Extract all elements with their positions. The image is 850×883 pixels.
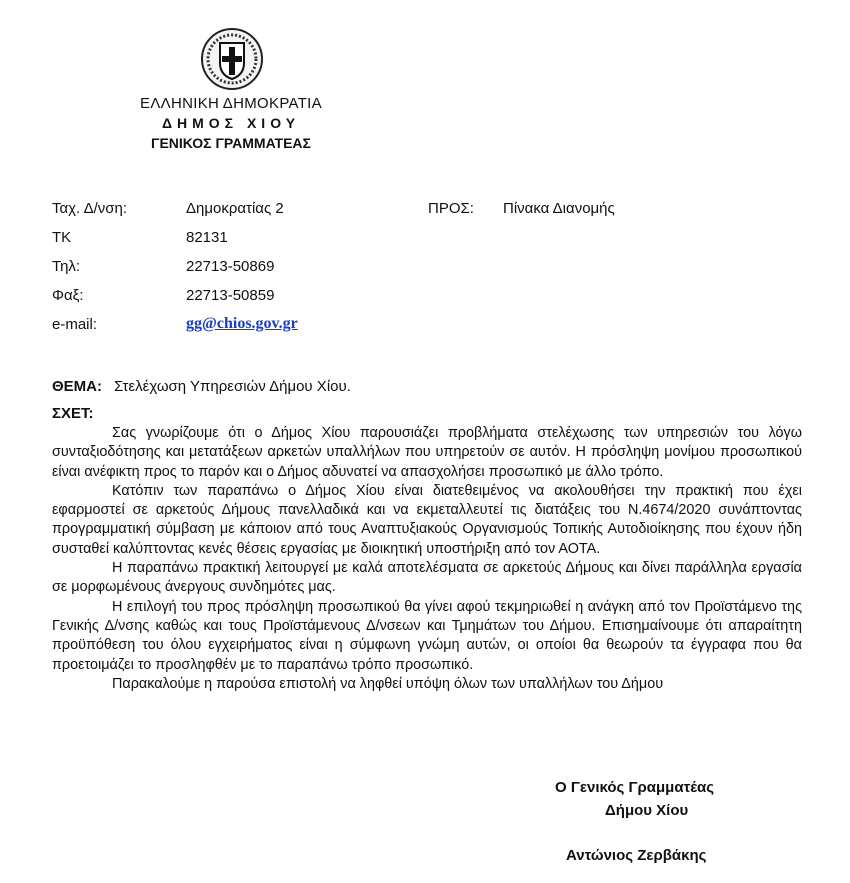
paragraph: Παρακαλούμε η παρούσα επιστολή να ληφθεί υπόψη όλων των υπαλλήλων του Δήμου <box>112 675 664 692</box>
greek-coat-of-arms-icon <box>200 27 264 91</box>
subject-line <box>52 378 351 395</box>
recipient-value: Πίνακα Διανομής <box>503 200 615 217</box>
phone-label: Τηλ: <box>52 258 81 275</box>
paragraph: Κατόπιν των παραπάνω ο Δήμος Χίου είναι διατεθειμένος να ακολουθήσει την πρακτική που έχει εφαρμοστεί σε αρκετούς Δήμους πανελλαδικά και να εκμεταλλευτεί τις διατάξεις του Ν.4674/2020 συνάπτοντας προγραμματική σύμβαση με κάποιον από τους Αναπτυξιακούς Οργανισμούς Τοπικής Αυτοδιοίκησης που έχουν ήδη συσταθεί καλύπτοντας κενές θέσεις εργασίας με διοικητική υποστήριξη από τον ΑΟΤΑ. <box>52 482 802 557</box>
paragraph: Η επιλογή του προς πρόσληψη προσωπικού θα γίνει αφού τεκμηριωθεί η ανάγκη από τον Προϊστάμενο της Γενικής Δ/νσης καθώς και τους Προϊστάμενους Δ/νσεων και Τμημάτων του Δήμου. Επισημαίνουμε ότι απαραίτητη προϋπόθεση του όλου εγχειρήματος είναι η σύμφωνη γνώμη αυτών, οι οποίοι θα θεωρούν τα έγγραφα που θα προετοιμάζει το προσληφθέν με το παραπάνω τρόπο προσωπικό. <box>52 598 802 673</box>
email-label: e-mail: <box>52 316 98 333</box>
email-link[interactable]: gg@chios.gov.gr <box>186 315 298 332</box>
zip-label: ΤΚ <box>52 229 72 246</box>
email-value-wrapper <box>186 315 298 333</box>
subject-value: Στελέχωση Υπηρεσιών Δήμου Χίου. <box>114 378 351 395</box>
paragraph: Η παραπάνω πρακτική λειτουργεί με καλά αποτελέσματα σε αρκετούς Δήμους και δίνει παράλληλα εργασία σε μορφωμένους άνεργους συνδημότες μας. <box>52 560 802 596</box>
reference-label: ΣΧΕΤ: <box>52 405 94 422</box>
header-office: ΓΕΝΙΚΟΣ ΓΡΑΜΜΑΤΕΑΣ <box>151 135 311 151</box>
header-municipality: ΔΗΜΟΣ ΧΙΟΥ <box>161 115 301 131</box>
subject-label: ΘΕΜΑ: <box>52 378 102 395</box>
signature-name: Αντώνιος Ζερβάκης <box>566 847 707 864</box>
signature-title: Ο Γενικός Γραμματέας <box>555 779 715 796</box>
signature-organization: Δήμου Χίου <box>605 802 689 819</box>
phone-value: 22713-50869 <box>186 258 275 275</box>
address-label: Ταχ. Δ/νση: <box>52 200 128 217</box>
recipient-label: ΠΡΟΣ: <box>428 200 474 217</box>
address-value: Δημοκρατίας 2 <box>186 200 284 217</box>
fax-label: Φαξ: <box>52 287 84 304</box>
header-country: ΕΛΛΗΝΙΚΗ ΔΗΜΟΚΡΑΤΙΑ <box>140 95 322 112</box>
fax-value: 22713-50859 <box>186 287 275 304</box>
zip-value: 82131 <box>186 229 228 246</box>
paragraph: Σας γνωρίζουμε ότι ο Δήμος Χίου παρουσιάζει προβλήματα στελέχωσης των υπηρεσιών του λόγω συνταξιοδότησης και μετατάξεων αρκετών υπαλλήλων που υπηρετούν σε αυτόν. Η πρόσληψη μονίμου προσωπικού είναι ανέφικτη προς το παρόν και ο Δήμος αδυνατεί να απασχολήσει προσωπικό με άλλο τρόπο. <box>52 425 802 480</box>
letter-body <box>52 424 802 694</box>
